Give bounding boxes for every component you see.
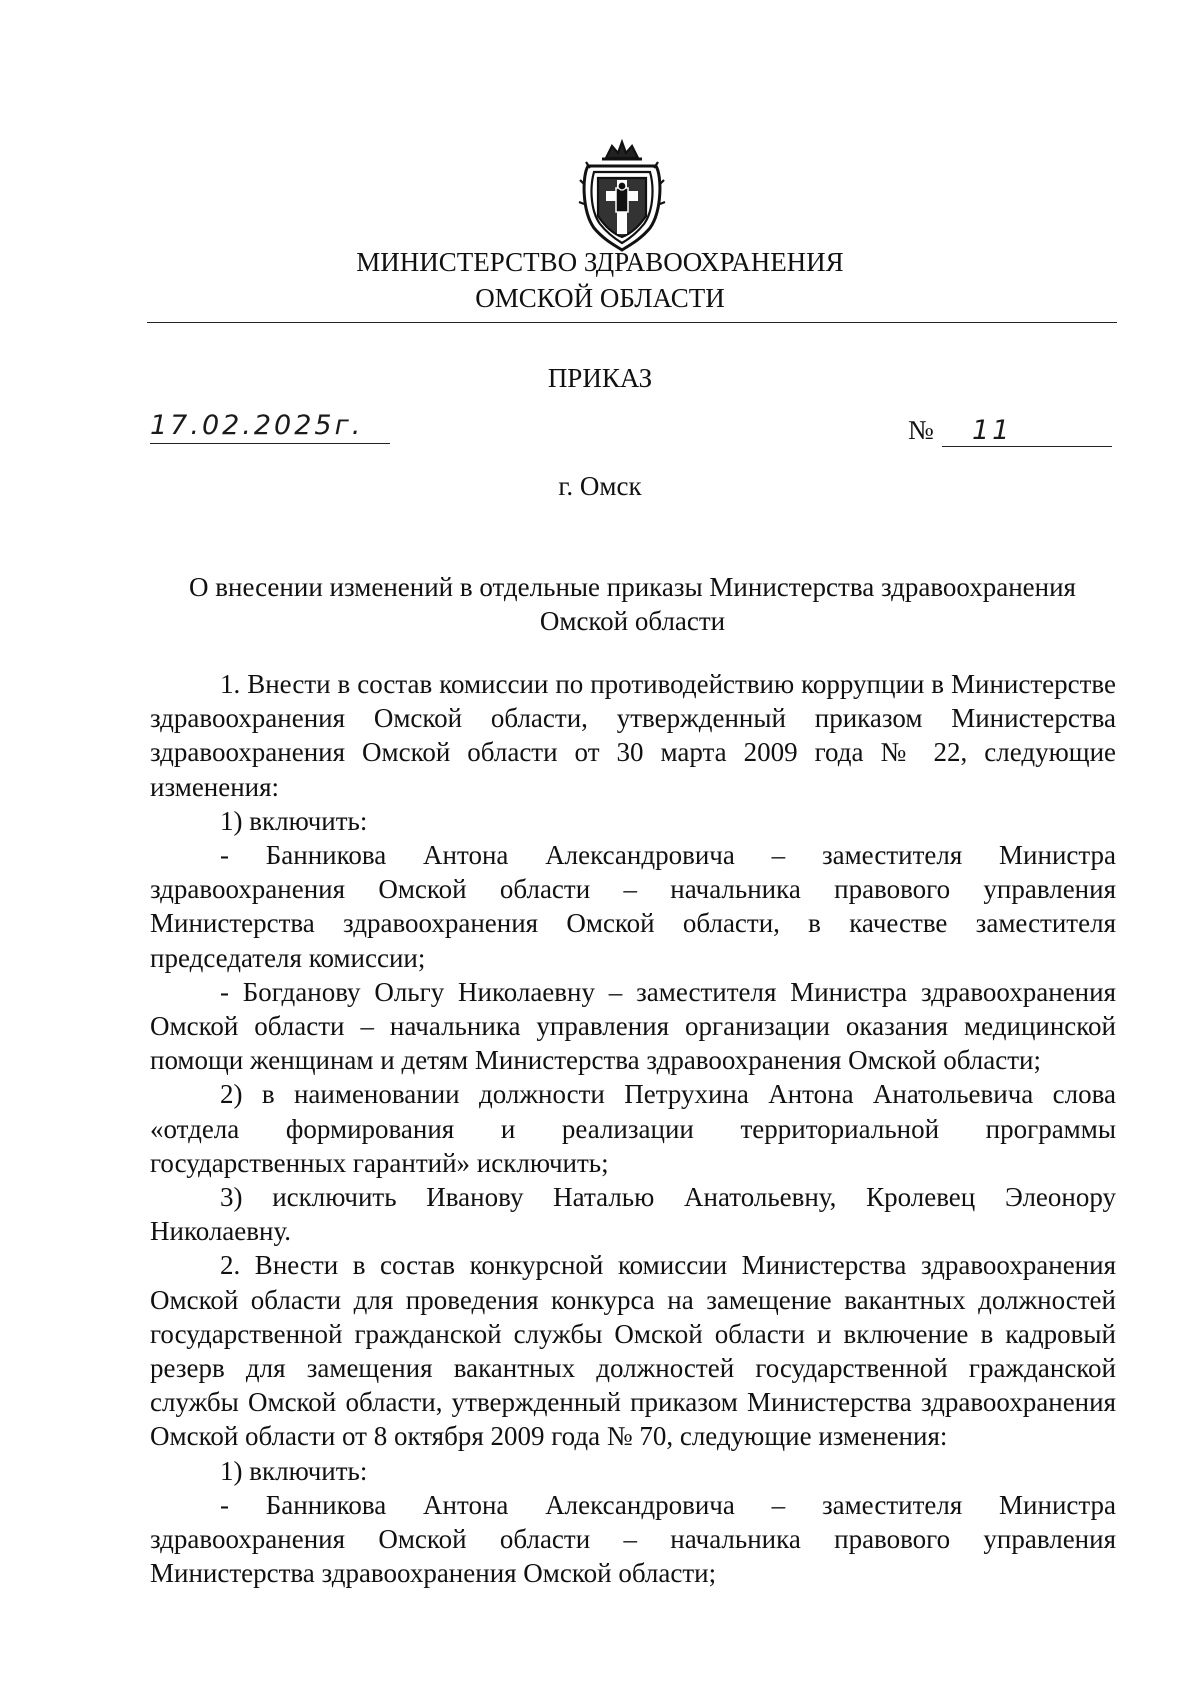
paragraph-1-3: 3) исключить Иванову Наталью Анатольевну, Кролевец Элеонору Николаевну. — [150, 1182, 1116, 1247]
ministry-name — [0, 244, 1200, 316]
number-sign: № — [908, 415, 934, 445]
paragraph-2-1: 1) включить: — [220, 1455, 368, 1486]
paragraph-2: 2. Внести в состав конкурсной комиссии Министерства здравоохранения Омской области для проведения конкурса на замещение вакантных должностей государственной гражданской службы Омской области и включение в кадровый резерв для замещения вакантных должностей государственной гражданской службы Омской области, утвержденный приказом Министерства здравоохранения Омской области от 8 октября 2009 года № 70, следующие изменения: — [150, 1250, 1116, 1452]
order-number: 11 — [942, 415, 1112, 447]
order-body — [150, 667, 1116, 1590]
paragraph-1-1: 1) включить: — [220, 805, 368, 836]
order-date: 17.02.2025г. — [150, 410, 390, 444]
ministry-name-line1: МИНИСТЕРСТВО ЗДРАВООХРАНЕНИЯ — [356, 247, 844, 277]
header-divider — [147, 322, 1117, 323]
coat-of-arms-icon — [572, 136, 672, 256]
order-title: О внесении изменений в отдельные приказы Министерства здравоохранения Омской области — [189, 572, 1076, 636]
paragraph-1: 1. Внести в состав комиссии по противодействию коррупции в Министерстве здравоохранения Омской области, утвержденный приказом Министерства здравоохранения Омской области от 30 марта 2009 года № 22, следующие изменения: — [150, 669, 1116, 802]
paragraph-1-1-a: - Банникова Антона Александровича – заместителя Министра здравоохранения Омской области – начальника правового управления Министерства здравоохранения Омской области, в качестве заместителя председателя комиссии; — [150, 840, 1116, 973]
order-number-block — [908, 415, 1118, 447]
ministry-name-line2: ОМСКОЙ ОБЛАСТИ — [475, 283, 725, 313]
paragraph-1-2: 2) в наименовании должности Петрухина Антона Анатольевича слова «отдела формирования и реализации территориальной программы государственных гарантий» исключить; — [150, 1079, 1116, 1178]
paragraph-1-1-b: - Богданову Ольгу Николаевну – заместителя Министра здравоохранения Омской области – начальника управления организации оказания медицинской помощи женщинам и детям Министерства здравоохранения Омской области; — [150, 976, 1116, 1076]
paragraph-2-1-a: - Банникова Антона Александровича – заместителя Министра здравоохранения Омской области – начальника правового управления Министерства здравоохранения Омской области; — [150, 1489, 1116, 1589]
city: г. Омск — [558, 471, 642, 501]
document-type: ПРИКАЗ — [547, 363, 653, 393]
